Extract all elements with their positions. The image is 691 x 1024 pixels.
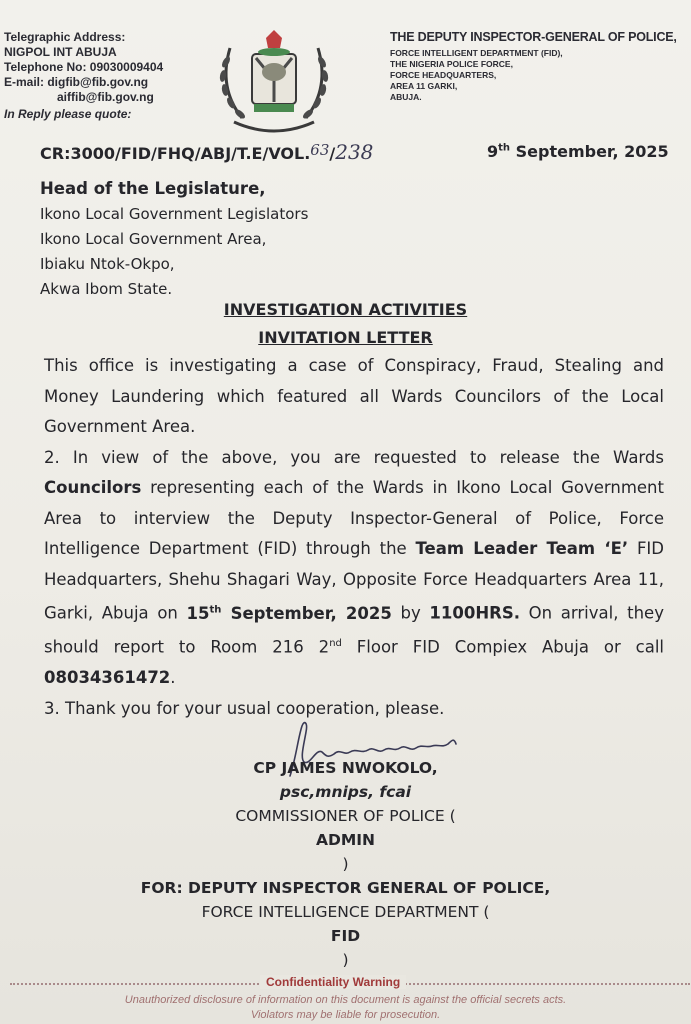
body-paragraph-1: This office is investigating a case of Conspiracy, Fraud, Stealing and Money Laundering which featured all Wards Councilors of the Local Government Area. — [44, 356, 664, 436]
p2-time: 1100HRS. — [429, 603, 520, 623]
dept-text-a: FORCE INTELLIGENCE DEPARTMENT ( — [201, 903, 490, 921]
subject-line-2: INVITATION LETTER — [258, 328, 433, 347]
addressee-line-3: Ibiaku Ntok-Okpo, — [40, 255, 175, 273]
p2-text-i: On arrival, they should report to Room 216 2 — [44, 603, 664, 657]
p2-floor-sup: nd — [329, 638, 342, 649]
p2-date-sup: th — [209, 604, 222, 615]
office-line-4: AREA 11 GARKI, — [390, 81, 458, 91]
confidentiality-line-2: Violators may be liable for prosecution. — [250, 1009, 441, 1021]
office-line-5: ABUJA. — [390, 92, 422, 102]
addressee-title: Head of the Legislature, — [40, 179, 266, 198]
p2-date — [187, 604, 392, 623]
p2-text-g: by — [391, 603, 430, 623]
date-rest: September, 2025 — [510, 142, 669, 161]
body-paragraph-2 — [44, 443, 664, 694]
addressee-line-2: Ikono Local Government Area, — [40, 230, 267, 248]
office-line-2: THE NIGERIA POLICE FORCE, — [390, 59, 513, 69]
signatory-postnominals: psc,mnips, fcai — [279, 783, 412, 801]
nigeria-coat-of-arms-icon — [212, 18, 336, 134]
confidentiality-title: Confidentiality Warning — [260, 975, 406, 989]
addressee-line-1: Ikono Local Government Legislators — [40, 205, 309, 223]
signatory-name-text: CP JAMES NWOKOLO, — [253, 759, 438, 777]
signatory-role — [0, 804, 691, 876]
signatory-block — [0, 756, 691, 972]
date-day: 9 — [487, 142, 499, 161]
p2-text-a: 2. In view of the above, you are requested to release the Wards — [44, 447, 664, 467]
telegraphic-label: Telegraphic Address: — [4, 30, 126, 44]
role-text-a: COMMISSIONER OF POLICE ( — [235, 807, 456, 825]
email-line-2: aiffib@fib.gov.ng — [57, 90, 154, 104]
signatory-for-line: FOR: DEPUTY INSPECTOR GENERAL OF POLICE, — [140, 879, 551, 897]
telegraphic-value: NIGPOL INT ABUJA — [4, 45, 117, 59]
office-line-3: FORCE HEADQUARTERS, — [390, 70, 497, 80]
p2-text-l: . — [170, 668, 176, 687]
confidentiality-line-1: Unauthorized disclosure of information on this document is against the official secrets acts. — [124, 994, 567, 1006]
p2-date-day: 15 — [186, 603, 210, 623]
addressee-block — [40, 176, 308, 302]
reference-number — [40, 140, 373, 164]
dept-text-c: ) — [342, 951, 349, 969]
telephone-line: Telephone No: 09030009404 — [4, 60, 164, 74]
p2-text-c: representing each of the Wards in Ikono Local Government Area to interview the Deputy Inspector-General of Police, Force Intelligence Department (FID) through the — [44, 478, 664, 558]
p2-team-leader: Team Leader Team ‘E’ — [415, 539, 629, 558]
reference-slash: / — [329, 144, 336, 163]
header-contact-block — [4, 30, 204, 122]
reference-handwritten-no: 238 — [335, 140, 374, 164]
header-office-block — [390, 30, 690, 103]
p2-phone: 08034361472 — [44, 668, 171, 687]
office-line-1: FORCE INTELLIGENT DEPARTMENT (FID), — [390, 48, 563, 58]
signatory-name — [0, 756, 691, 804]
reply-quote-label: In Reply please quote: — [4, 107, 132, 121]
office-title: THE DEPUTY INSPECTOR-GENERAL OF POLICE, — [390, 30, 677, 44]
letter-date — [487, 142, 669, 161]
p2-date-rest: September, 2025 — [221, 603, 392, 623]
signatory-dept — [0, 900, 691, 972]
body-paragraph-3: 3. Thank you for your usual cooperation, please. — [44, 698, 445, 718]
letter-body — [44, 351, 664, 724]
role-admin: ADMIN — [315, 831, 376, 849]
reference-handwritten-vol: 63 — [310, 141, 330, 159]
date-suffix: th — [498, 142, 511, 154]
reference-printed: CR:3000/FID/FHQ/ABJ/T.E/VOL. — [40, 144, 311, 163]
email-line-1: E-mail: digfib@fib.gov.ng — [4, 75, 149, 89]
p2-text-j: Floor FID Compiex Abuja or call — [341, 637, 664, 657]
role-text-c: ) — [342, 855, 349, 873]
p2-text-e: FID Headquarters, Shehu Shagari Way, Opposite Force Headquarters Area 11, Garki, Abuja on — [44, 539, 665, 623]
subject-line-1: INVESTIGATION ACTIVITIES — [223, 300, 468, 319]
p2-councilors: Councilors — [44, 478, 142, 497]
dept-fid: FID — [330, 927, 361, 945]
addressee-line-4: Akwa Ibom State. — [40, 280, 173, 298]
